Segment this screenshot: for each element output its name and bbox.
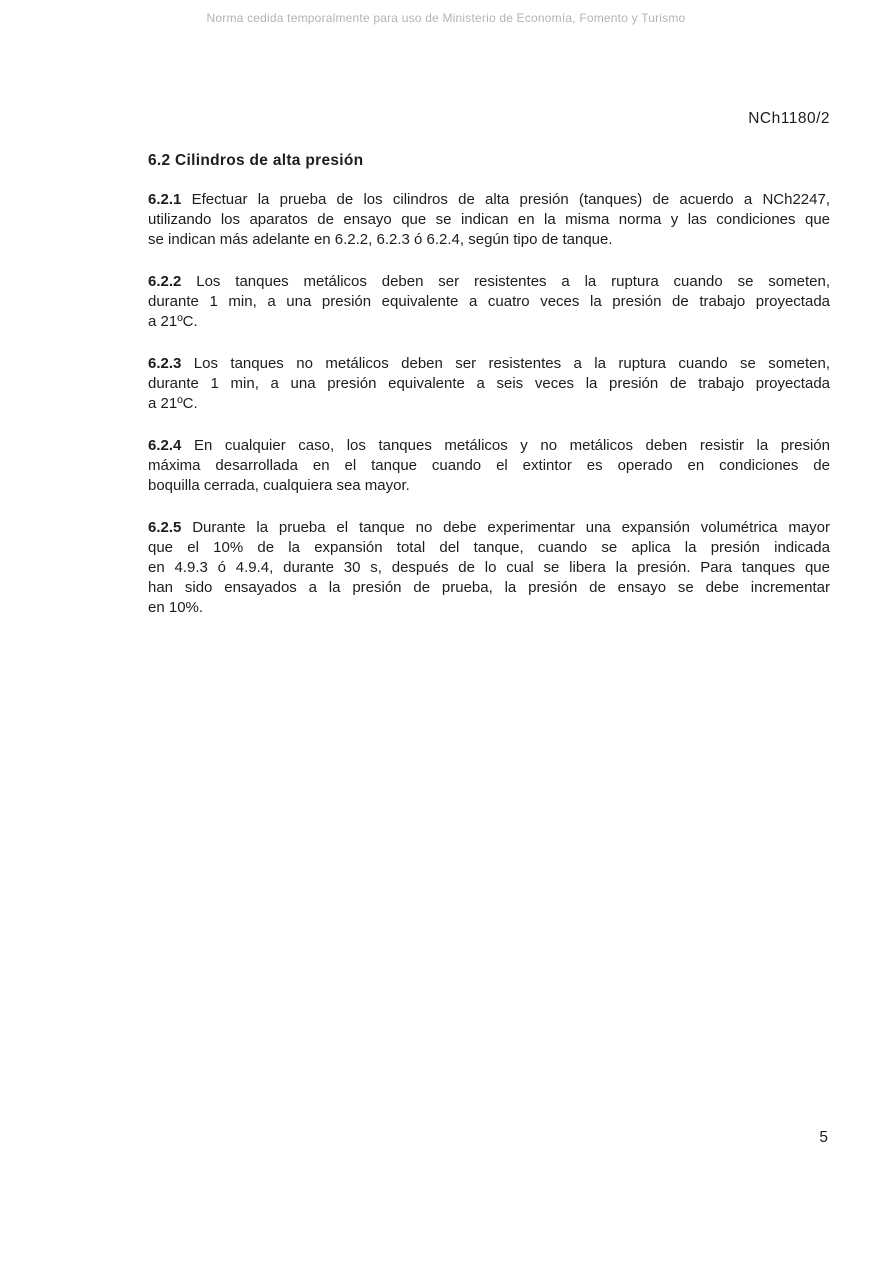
paragraph-line: en 10%. xyxy=(148,599,204,616)
paragraph-line: 6.2.5 Durante la prueba el tanque no debe experimentar una expansión volumétrica mayor xyxy=(148,519,830,536)
paragraph-line: 6.2.2 Los tanques metálicos deben ser resistentes a la ruptura cuando se someten, xyxy=(148,273,830,290)
clause-paragraph-6.2.5 xyxy=(148,518,830,618)
page-number: 5 xyxy=(819,1129,828,1146)
paragraph-line: utilizando los aparatos de ensayo que se indican en la misma norma y las condiciones que xyxy=(148,211,830,228)
section-heading: 6.2 Cilindros de alta presión xyxy=(148,152,364,169)
paragraphs-container xyxy=(148,190,830,618)
paragraph-line: han sido ensayados a la presión de prueba, la presión de ensayo se debe incrementar xyxy=(148,579,830,596)
paragraph-line: se indican más adelante en 6.2.2, 6.2.3 ó 6.2.4, según tipo de tanque. xyxy=(148,231,613,248)
clause-paragraph-6.2.3 xyxy=(148,354,830,414)
paragraph-line: que el 10% de la expansión total del tanque, cuando se aplica la presión indicada xyxy=(148,539,830,556)
clause-paragraph-6.2.2 xyxy=(148,272,830,332)
clause-number: 6.2.1 xyxy=(148,191,182,208)
paragraph-line: 6.2.4 En cualquier caso, los tanques metálicos y no metálicos deben resistir la presión xyxy=(148,437,830,454)
paragraph-line: 6.2.1 Efectuar la prueba de los cilindros de alta presión (tanques) de acuerdo a NCh2247, xyxy=(148,191,830,208)
paragraph-line: durante 1 min, a una presión equivalente a cuatro veces la presión de trabajo proyectada xyxy=(148,293,830,310)
paragraph-line: a 21ºC. xyxy=(148,395,198,412)
clause-number: 6.2.2 xyxy=(148,273,182,290)
document-code: NCh1180/2 xyxy=(748,110,830,127)
paragraph-line: en 4.9.3 ó 4.9.4, durante 30 s, después de lo cual se libera la presión. Para tanques que xyxy=(148,559,830,576)
paragraph-line: a 21ºC. xyxy=(148,313,198,330)
clause-paragraph-6.2.4 xyxy=(148,436,830,496)
clause-number: 6.2.5 xyxy=(148,519,182,536)
paragraph-line: 6.2.3 Los tanques no metálicos deben ser resistentes a la ruptura cuando se someten, xyxy=(148,355,830,372)
clause-paragraph-6.2.1 xyxy=(148,190,830,250)
paragraph-line: boquilla cerrada, cualquiera sea mayor. xyxy=(148,477,410,494)
paragraph-line: máxima desarrollada en el tanque cuando el extintor es operado en condiciones de xyxy=(148,457,830,474)
clause-number: 6.2.4 xyxy=(148,437,182,454)
paragraph-line: durante 1 min, a una presión equivalente a seis veces la presión de trabajo proyectada xyxy=(148,375,830,392)
clause-number: 6.2.3 xyxy=(148,355,182,372)
document-body xyxy=(148,151,830,640)
watermark-text: Norma cedida temporalmente para uso de Ministerio de Economía, Fomento y Turismo xyxy=(206,11,686,25)
